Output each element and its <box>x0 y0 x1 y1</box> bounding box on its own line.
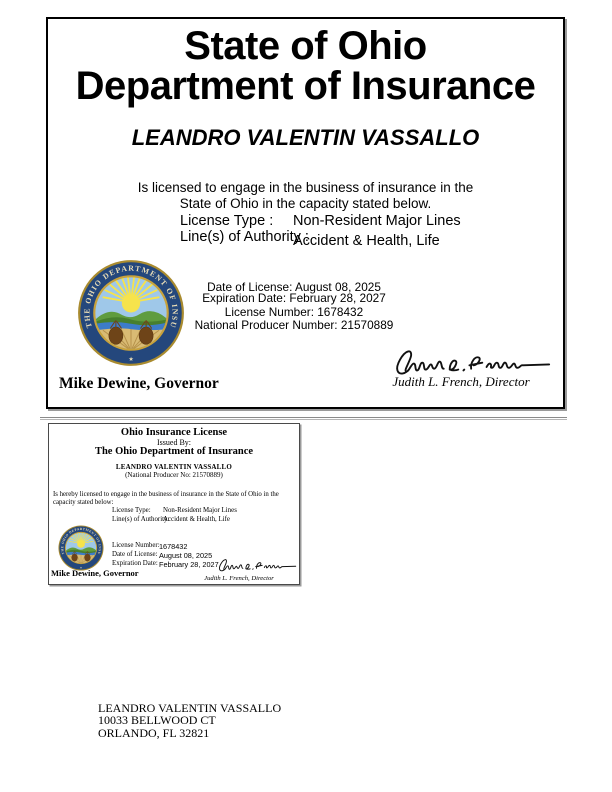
director-name: Judith L. French, Director <box>392 374 530 389</box>
ohio-doi-seal-small-icon <box>58 525 104 571</box>
director-signature-small-icon <box>211 555 297 574</box>
card-department: The Ohio Department of Insurance <box>94 446 254 457</box>
card-issued-by: Issued By: <box>157 438 191 447</box>
mailing-address-name: LEANDRO VALENTIN VASSALLO <box>98 701 282 715</box>
mailing-address <box>98 702 281 739</box>
card-license-number-label: License Number: <box>112 542 160 549</box>
card-director-name: Judith L. French, Director <box>204 575 274 582</box>
card-authority-label: Line(s) of Authority: <box>112 516 170 523</box>
card-license-type-label: License Type: <box>112 507 151 514</box>
mailing-address-street: 10033 BELLWOOD CT <box>98 713 216 728</box>
license-certificate <box>46 17 565 409</box>
license-details-block <box>154 282 434 331</box>
authority-value: Accident & Health, Life <box>293 233 440 249</box>
card-licensee-name: LEANDRO VALENTIN VASSALLO <box>115 463 233 471</box>
card-license-statement: Is hereby licensed to engage in the business of insurance in the State of Ohio in the capacity stated below: <box>53 491 279 507</box>
authority-label: Line(s) of Authority : <box>180 229 309 245</box>
card-title: Ohio Insurance License <box>120 427 228 438</box>
license-type-label: License Type : <box>180 213 274 229</box>
license-statement-line1: Is licensed to engage in the business of insurance in the <box>137 180 474 195</box>
license-statement-line2: State of Ohio in the capacity stated below. <box>179 195 432 211</box>
certificate-title-line2: Department of Insurance <box>75 64 536 108</box>
card-date-of-license-value: August 08, 2025 <box>159 551 213 560</box>
governor-name: Mike Dewine, Governor <box>59 375 219 392</box>
date-of-license: Date of License: August 08, 2025 <box>207 280 381 294</box>
mailing-address-city: ORLANDO, FL 32821 <box>98 725 210 740</box>
wallet-license-card <box>48 423 300 585</box>
certificate-title-line1: State of Ohio <box>184 24 427 68</box>
card-license-type-value: Non-Resident Major Lines <box>163 507 237 514</box>
card-license-number-value: 1678432 <box>159 542 188 551</box>
card-governor-name: Mike Dewine, Governor <box>51 568 139 578</box>
card-authority-value: Accident & Health, Life <box>163 516 230 523</box>
expiration-date: Expiration Date: February 28, 2027 <box>202 291 386 305</box>
card-npn: (National Producer No: 21570889) <box>125 471 223 479</box>
national-producer-number: National Producer Number: 21570889 <box>194 318 394 332</box>
license-number: License Number: 1678432 <box>224 304 364 319</box>
card-expiration-date-value: February 28, 2027 <box>159 560 219 569</box>
licensee-name: LEANDRO VALENTIN VASSALLO <box>131 125 480 150</box>
perforation-divider <box>40 417 567 420</box>
license-type-value: Non-Resident Major Lines <box>293 213 461 229</box>
card-date-of-license-label: Date of License: <box>112 551 158 558</box>
license-statement <box>48 180 563 211</box>
card-expiration-date-label: Expiration Date: <box>112 560 158 567</box>
